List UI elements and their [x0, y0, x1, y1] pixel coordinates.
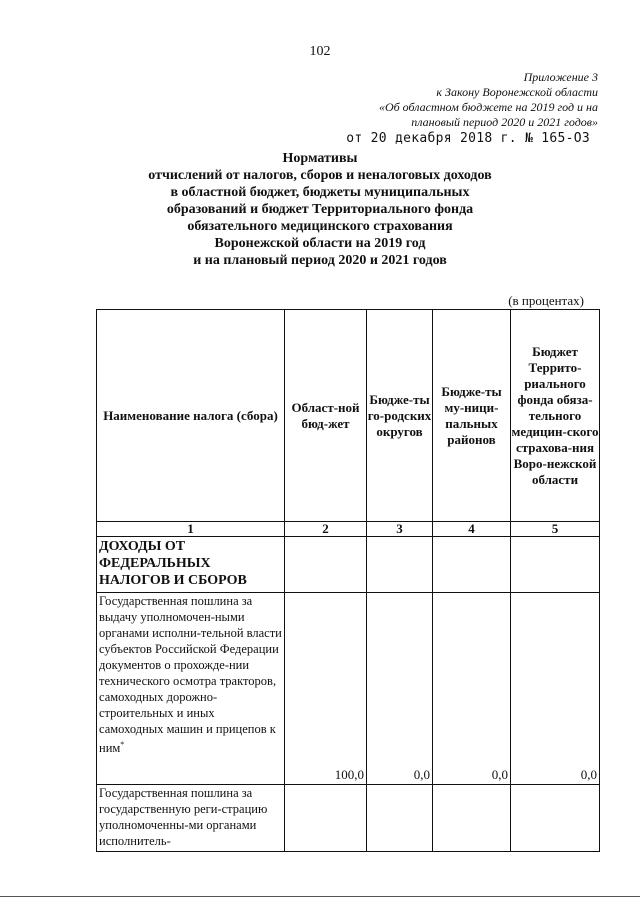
scan-edge-line: [0, 896, 640, 897]
value-regional-budget: [285, 785, 367, 852]
column-number: 4: [433, 522, 511, 537]
appendix-line: к Закону Воронежской области: [436, 85, 598, 99]
value-municipal-districts: 0,0: [433, 593, 511, 785]
header-regional-budget: Област-ной бюд-жет: [285, 310, 367, 522]
table-row: [97, 785, 600, 852]
title-line: образований и бюджет Территориального фонда: [166, 202, 474, 217]
table-cell: [285, 537, 367, 593]
document-title: [100, 150, 540, 269]
law-date-stamp: от 20 декабря 2018 г. № 165-ОЗ: [346, 131, 590, 146]
tax-name-cell: [97, 593, 285, 785]
value-health-insurance-fund: [511, 785, 600, 852]
table-row: [97, 593, 600, 785]
column-number-row: [97, 522, 600, 537]
value-health-insurance-fund: 0,0: [511, 593, 600, 785]
column-number: 3: [367, 522, 433, 537]
appendix-line: «Об областном бюджете на 2019 год и на: [378, 100, 598, 114]
header-municipal-districts-budgets: Бюдже-ты му-ници-пальных районов: [433, 310, 511, 522]
title-line: отчислений от налогов, сборов и неналоговых доходов: [148, 168, 492, 183]
footnote-mark: *: [120, 740, 125, 749]
section-row: [97, 537, 600, 593]
title-line: Воронежской области на 2019 год: [214, 236, 426, 251]
header-tax-name: Наименование налога (сбора): [97, 310, 285, 522]
table-header-row: [97, 310, 600, 522]
value-city-districts: [367, 785, 433, 852]
section-title: ДОХОДЫ ОТ ФЕДЕРАЛЬНЫХ НАЛОГОВ И СБОРОВ: [97, 537, 285, 593]
title-line: в областной бюджет, бюджеты муниципальных: [170, 185, 470, 200]
appendix-line: плановый период 2020 и 2021 годов»: [411, 115, 598, 129]
page-number: 102: [309, 44, 331, 59]
column-number: 1: [97, 522, 285, 537]
tax-name: Государственная пошлина за государственную реги-страцию уполномоченны-ми органами исполнитель-: [99, 786, 268, 848]
appendix-note: [379, 70, 598, 130]
title-line: обязательного медицинского страхования: [187, 219, 453, 234]
title-line: Нормативы: [282, 151, 358, 166]
column-number: 2: [285, 522, 367, 537]
units-note: (в процентах): [508, 293, 584, 308]
table-cell: [511, 537, 600, 593]
title-line: и на плановый период 2020 и 2021 годов: [193, 253, 447, 268]
tax-name: Государственная пошлина за выдачу уполномочен-ными органами исполни-тельной власти субъектов Российской Федерации документов о прохожде-нии технического осмотра тракторов, самоходных дорожно-строительных и иных самоходных машин и прицепов к ним: [99, 594, 282, 756]
header-health-insurance-fund-budget: Бюджет Террито-риального фонда обяза-тельного медицин-ского страхова-ния Воро-нежской области: [511, 310, 600, 522]
norms-table: [96, 309, 600, 852]
appendix-line: Приложение 3: [523, 70, 598, 84]
value-regional-budget: 100,0: [285, 593, 367, 785]
table-cell: [433, 537, 511, 593]
column-number: 5: [511, 522, 600, 537]
value-municipal-districts: [433, 785, 511, 852]
header-city-districts-budgets: Бюдже-ты го-родских округов: [367, 310, 433, 522]
value-city-districts: 0,0: [367, 593, 433, 785]
table-cell: [367, 537, 433, 593]
tax-name-cell: [97, 785, 285, 852]
